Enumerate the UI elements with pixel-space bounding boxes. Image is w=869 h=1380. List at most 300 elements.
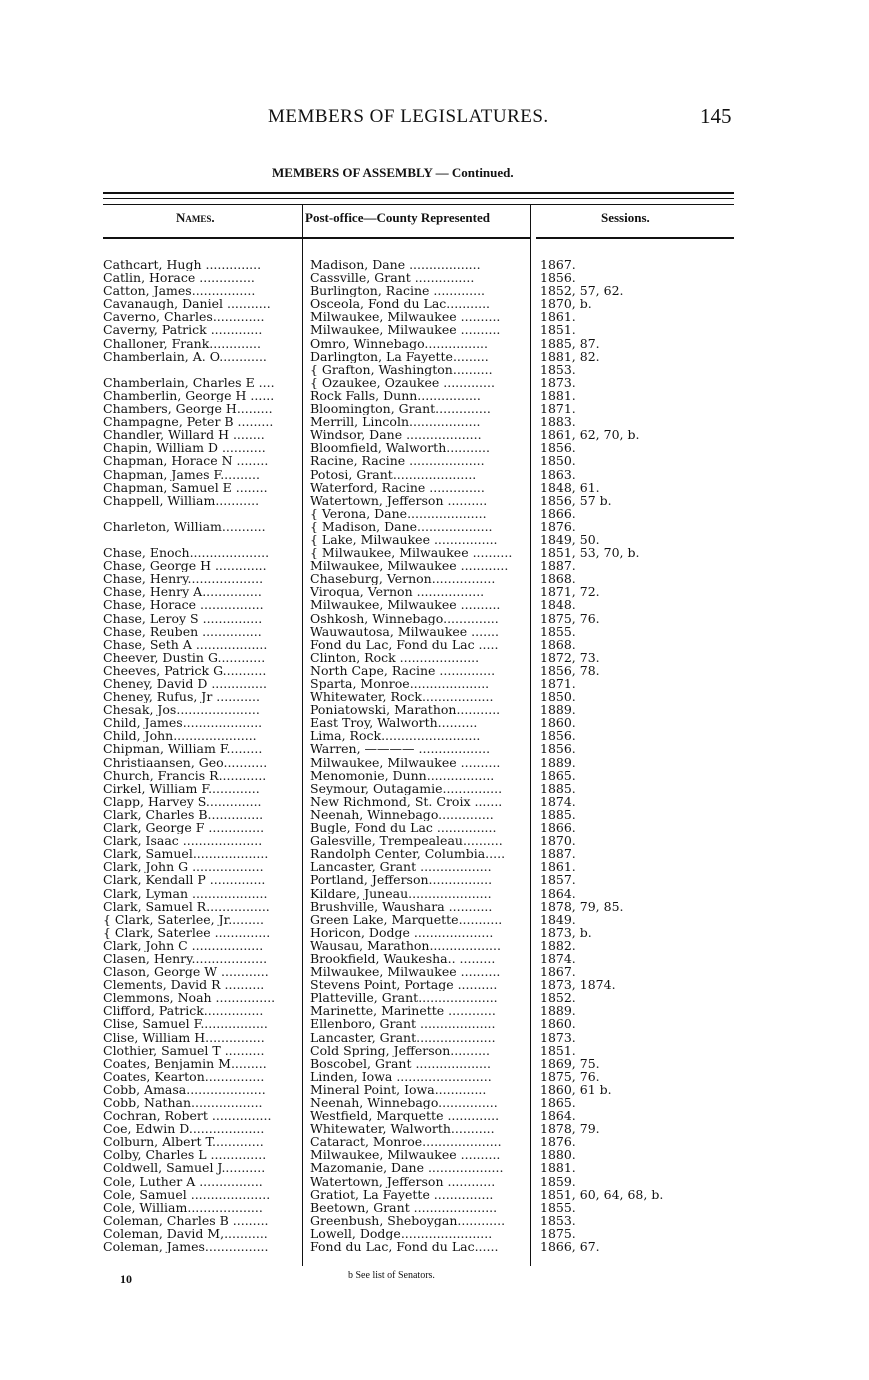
sessions: 1889. — [540, 703, 576, 717]
table-row — [0, 1161, 869, 1174]
table-row — [0, 520, 869, 533]
member-name: Clark, Samuel R................ — [103, 899, 270, 913]
table-row — [0, 1057, 869, 1070]
post-office-county: Waterford, Racine .............. — [310, 480, 485, 494]
sessions: 1870. — [540, 834, 576, 848]
post-office-county: Beetown, Grant ..................... — [310, 1200, 498, 1214]
section-heading: MEMBERS OF ASSEMBLY — Continued. — [272, 165, 514, 180]
post-office-county: Wauwautosa, Milwaukee ....... — [310, 624, 499, 638]
sessions: 1873. — [540, 375, 576, 389]
table-row — [0, 795, 869, 808]
table-row — [0, 978, 869, 991]
member-name: Clark, Charles B.............. — [103, 807, 264, 822]
table-row — [0, 860, 869, 873]
table-row — [0, 441, 869, 454]
column-header-names: Names. — [176, 210, 215, 225]
member-name: Chase, George H ............. — [103, 559, 267, 573]
sessions: 1882. — [540, 938, 576, 952]
signature-mark: 10 — [120, 1272, 132, 1286]
table-row — [0, 900, 869, 913]
member-name: Chappell, William........... — [103, 493, 260, 507]
post-office-county: Brushville, Waushara ........... — [310, 899, 493, 913]
sessions: 1848, 61. — [540, 480, 600, 494]
post-office-county: Neenah, Winnebago............... — [310, 1096, 498, 1110]
sessions: 1874. — [540, 951, 576, 966]
table-row — [0, 533, 869, 546]
sessions: 1850. — [540, 454, 576, 468]
member-name: Cathcart, Hugh .............. — [103, 258, 262, 272]
running-title: MEMBERS OF LEGISLATURES. — [268, 106, 549, 127]
member-name: Charleton, William........... — [103, 519, 266, 533]
post-office-county: Milwaukee, Milwaukee .......... — [310, 598, 501, 612]
post-office-county: { Lake, Milwaukee ................ — [310, 532, 498, 547]
member-name: Coleman, David M,........... — [103, 1226, 268, 1241]
table-row — [0, 703, 869, 716]
sessions: 1871. — [540, 402, 576, 416]
member-name: Chapman, Horace N ........ — [103, 454, 269, 468]
sessions: 1867. — [540, 965, 576, 979]
table-row — [0, 1175, 869, 1188]
member-name: Clark, Isaac .................... — [103, 834, 263, 848]
member-name: Cheney, Rufus, Jr ........... — [103, 690, 260, 704]
sessions: 1851, 60, 64, 68, b. — [540, 1187, 664, 1201]
table-row — [0, 323, 869, 336]
sessions: 1864. — [540, 886, 576, 900]
table-row — [0, 507, 869, 520]
post-office-county: Milwaukee, Milwaukee .......... — [310, 310, 501, 324]
table-row — [0, 1214, 869, 1227]
member-name: Clise, William H............... — [103, 1030, 265, 1044]
post-office-county: Ellenboro, Grant ................... — [310, 1017, 496, 1031]
member-name: Cobb, Amasa.................... — [103, 1082, 266, 1096]
member-name: Cavanaugh, Daniel ........... — [103, 297, 271, 311]
member-name: Coleman, James................ — [103, 1240, 269, 1254]
member-name: Chamberlin, George H ...... — [103, 388, 275, 403]
table-row — [0, 769, 869, 782]
post-office-county: Madison, Dane .................. — [310, 258, 481, 272]
post-office-county: Randolph Center, Columbia..... — [310, 847, 506, 861]
post-office-county: Racine, Racine ................... — [310, 454, 485, 468]
sessions: 1871. — [540, 677, 576, 691]
table-row — [0, 297, 869, 310]
table-row — [0, 625, 869, 638]
post-office-county: Burlington, Racine ............. — [310, 284, 486, 298]
table-row — [0, 258, 869, 271]
sessions: 1865. — [540, 1096, 576, 1110]
post-office-county: Lancaster, Grant.................... — [310, 1030, 496, 1044]
column-header-post-office: Post-office—County Represented — [305, 210, 490, 225]
member-name: Chase, Reuben ............... — [103, 624, 262, 638]
post-office-county: Bloomfield, Walworth........... — [310, 441, 490, 455]
member-name: Coates, Kearton............... — [103, 1069, 265, 1083]
table-row — [0, 572, 869, 585]
table-row — [0, 468, 869, 481]
post-office-county: Marinette, Marinette ............ — [310, 1004, 496, 1018]
table-row — [0, 494, 869, 507]
member-name: Caverno, Charles............. — [103, 310, 265, 324]
member-name: Clothier, Samuel T .......... — [103, 1043, 265, 1057]
table-row — [0, 310, 869, 323]
member-name: { Clark, Saterlee, Jr......... — [103, 912, 264, 926]
member-name: Chase, Seth A .................. — [103, 637, 268, 651]
post-office-county: Fond du Lac, Fond du Lac ..... — [310, 637, 499, 651]
member-name: Child, James.................... — [103, 716, 263, 730]
sessions: 1852, 57, 62. — [540, 284, 624, 298]
sessions: 1856. — [540, 729, 576, 743]
table-row — [0, 1031, 869, 1044]
post-office-county: Stevens Point, Portage .......... — [310, 978, 498, 992]
member-name: Clapp, Harvey S.............. — [103, 794, 262, 808]
page-number: 145 — [700, 104, 732, 128]
table-row — [0, 454, 869, 467]
member-name: Champagne, Peter B ......... — [103, 415, 274, 429]
member-name: { Clark, Saterlee .............. — [103, 925, 271, 939]
sessions: 1861. — [540, 860, 576, 874]
table-row — [0, 271, 869, 284]
post-office-county: Cassville, Grant ............... — [310, 271, 475, 285]
header-underline — [536, 237, 734, 239]
table-row — [0, 742, 869, 755]
sessions: 1867. — [540, 258, 576, 272]
post-office-county: Milwaukee, Milwaukee ............ — [310, 559, 509, 573]
sessions: 1880. — [540, 1148, 576, 1162]
post-office-county: Bugle, Fond du Lac ............... — [310, 821, 497, 835]
sessions: 1856, 78. — [540, 663, 600, 677]
post-office-county: Clinton, Rock .................... — [310, 650, 480, 664]
table-row — [0, 598, 869, 611]
post-office-county: Darlington, La Fayette......... — [310, 349, 489, 363]
post-office-county: Lowell, Dodge....................... — [310, 1226, 493, 1241]
top-rule — [103, 192, 734, 194]
post-office-county: Fond du Lac, Fond du Lac...... — [310, 1240, 499, 1254]
post-office-county: Osceola, Fond du Lac........... — [310, 297, 491, 311]
sessions: 1866, 67. — [540, 1240, 600, 1254]
member-name: Challoner, Frank............. — [103, 336, 261, 350]
sessions: 1881. — [540, 1161, 576, 1175]
table-row — [0, 821, 869, 834]
member-name: Coates, Benjamin M......... — [103, 1056, 267, 1070]
post-office-county: Menomonie, Dunn................. — [310, 768, 495, 782]
member-name: Christiaansen, Geo........... — [103, 755, 268, 769]
sessions: 1889. — [540, 755, 576, 769]
table-row — [0, 782, 869, 795]
sessions: 1873, b. — [540, 925, 592, 939]
post-office-county: { Madison, Dane................... — [310, 519, 493, 533]
sessions: 1856, 57 b. — [540, 493, 612, 507]
table-row — [0, 1017, 869, 1030]
table-row — [0, 716, 869, 729]
table-row — [0, 1227, 869, 1240]
member-name: Catlin, Horace .............. — [103, 271, 255, 285]
member-name: Cole, William................... — [103, 1200, 263, 1214]
member-name: Child, John..................... — [103, 729, 257, 743]
sessions: 1851, 53, 70, b. — [540, 546, 640, 560]
sessions: 1881. — [540, 388, 576, 403]
post-office-county: { Ozaukee, Ozaukee ............. — [310, 375, 495, 389]
table-row — [0, 481, 869, 494]
table-row — [0, 847, 869, 860]
member-name: Clason, George W ............ — [103, 965, 269, 979]
table-row — [0, 756, 869, 769]
sessions: 1860. — [540, 1017, 576, 1031]
table-row — [0, 887, 869, 900]
post-office-county: Kildare, Juneau..................... — [310, 886, 492, 900]
sessions: 1855. — [540, 624, 576, 638]
sessions: 1870, b. — [540, 297, 592, 311]
post-office-county: Mazomanie, Dane ................... — [310, 1161, 504, 1175]
post-office-county: Whitewater, Walworth........... — [310, 1122, 495, 1136]
header-rule — [103, 204, 734, 205]
post-office-county: Milwaukee, Milwaukee .......... — [310, 1148, 501, 1162]
column-header-sessions: Sessions. — [601, 210, 650, 225]
sessions: 1866. — [540, 821, 576, 835]
table-row — [0, 284, 869, 297]
post-office-county: Galesville, Trempealeau.......... — [310, 834, 503, 848]
sessions: 1868. — [540, 572, 576, 586]
member-name: Clark, George F .............. — [103, 821, 265, 835]
member-name: Coldwell, Samuel J........... — [103, 1161, 266, 1175]
post-office-county: Green Lake, Marquette........... — [310, 912, 503, 926]
sessions: 1860. — [540, 716, 576, 730]
post-office-county: Watertown, Jefferson ............ — [310, 1174, 496, 1188]
post-office-county: Mineral Point, Iowa............. — [310, 1082, 487, 1096]
sessions: 1878, 79. — [540, 1122, 600, 1136]
member-name: Colby, Charles L .............. — [103, 1148, 267, 1162]
post-office-county: New Richmond, St. Croix ....... — [310, 794, 503, 808]
sessions: 1874. — [540, 794, 576, 808]
sessions: 1856. — [540, 271, 576, 285]
sessions: 1849. — [540, 912, 576, 926]
sessions: 1868. — [540, 637, 576, 651]
member-name: Chase, Enoch.................... — [103, 546, 270, 560]
table-row — [0, 1201, 869, 1214]
member-name: Cheeves, Patrick G........... — [103, 663, 267, 677]
sessions: 1855. — [540, 1200, 576, 1214]
table-row — [0, 1109, 869, 1122]
post-office-county: Gratiot, La Fayette ............... — [310, 1187, 494, 1201]
post-office-county: Lima, Rock......................... — [310, 729, 481, 743]
sessions: 1861, 62, 70, b. — [540, 428, 640, 442]
sessions: 1852. — [540, 991, 576, 1005]
table-row — [0, 376, 869, 389]
post-office-county: Lancaster, Grant .................. — [310, 860, 492, 874]
post-office-county: North Cape, Racine .............. — [310, 663, 496, 677]
sessions: 1875, 76. — [540, 1069, 600, 1083]
table-row — [0, 991, 869, 1004]
table-row — [0, 638, 869, 651]
member-name: Cobb, Nathan.................. — [103, 1096, 263, 1110]
member-name: Cole, Samuel .................... — [103, 1187, 271, 1201]
member-name: Cochran, Robert ............... — [103, 1109, 272, 1123]
post-office-county: Milwaukee, Milwaukee .......... — [310, 965, 501, 979]
post-office-county: Boscobel, Grant ................... — [310, 1056, 491, 1070]
member-name: Clasen, Henry................... — [103, 951, 268, 966]
member-name: Chase, Henry................... — [103, 572, 264, 586]
sessions: 1873. — [540, 1030, 576, 1044]
sessions: 1861. — [540, 310, 576, 324]
table-row — [0, 651, 869, 664]
member-name: Clise, Samuel F................. — [103, 1017, 268, 1031]
post-office-county: Viroqua, Vernon ................. — [310, 585, 485, 599]
header-underline — [103, 237, 302, 239]
post-office-county: Greenbush, Sheboygan............ — [310, 1213, 506, 1227]
member-name: Clifford, Patrick............... — [103, 1004, 264, 1018]
member-name: Coleman, Charles B ......... — [103, 1213, 269, 1227]
table-row — [0, 873, 869, 886]
sessions: 1850. — [540, 690, 576, 704]
post-office-county: Horicon, Dodge .................... — [310, 925, 494, 939]
member-name: Coe, Edwin D................... — [103, 1122, 265, 1136]
member-name: Church, Francis R............ — [103, 768, 267, 782]
sessions: 1859. — [540, 1174, 576, 1188]
member-name: Catton, James................ — [103, 284, 256, 298]
member-name: Chase, Henry A............... — [103, 585, 262, 599]
sessions: 1881, 82. — [540, 349, 600, 363]
sessions: 1865. — [540, 768, 576, 782]
sessions: 1885. — [540, 807, 576, 822]
table-row — [0, 1096, 869, 1109]
post-office-county: Oshkosh, Winnebago.............. — [310, 611, 499, 625]
member-name: Caverny, Patrick ............. — [103, 323, 263, 337]
sessions: 1887. — [540, 559, 576, 573]
sessions: 1876. — [540, 1135, 576, 1149]
sessions: 1871, 72. — [540, 585, 600, 599]
sessions: 1849, 50. — [540, 532, 600, 547]
table-row — [0, 415, 869, 428]
member-name: Chapman, Samuel E ........ — [103, 480, 268, 494]
footnote: b See list of Senators. — [348, 1270, 435, 1281]
table-row — [0, 1135, 869, 1148]
sessions: 1883. — [540, 415, 576, 429]
post-office-county: Merrill, Lincoln.................. — [310, 415, 481, 429]
table-row — [0, 690, 869, 703]
table-row — [0, 952, 869, 965]
sessions: 1863. — [540, 467, 576, 481]
table-row — [0, 926, 869, 939]
table-row — [0, 559, 869, 572]
table-row — [0, 1044, 869, 1057]
member-name: Clark, Samuel................... — [103, 847, 269, 861]
post-office-county: Whitewater, Rock.................. — [310, 690, 494, 704]
post-office-county: Milwaukee, Milwaukee .......... — [310, 755, 501, 769]
post-office-county: Milwaukee, Milwaukee .......... — [310, 323, 501, 337]
post-office-county: Bloomington, Grant.............. — [310, 402, 491, 416]
member-name: Chambers, George H......... — [103, 402, 273, 416]
post-office-county: Rock Falls, Dunn................ — [310, 388, 481, 403]
post-office-county: Poniatowski, Marathon........... — [310, 703, 501, 717]
member-name: Chapman, James F.......... — [103, 467, 260, 481]
sessions: 1885, 87. — [540, 336, 600, 350]
post-office-county: Neenah, Winnebago.............. — [310, 807, 494, 822]
member-name: Chapin, William D ........... — [103, 441, 266, 455]
table-row — [0, 585, 869, 598]
table-row — [0, 337, 869, 350]
sessions: 1857. — [540, 873, 576, 887]
member-name: Clark, Lyman ................... — [103, 886, 268, 900]
post-office-county: Linden, Iowa ........................ — [310, 1069, 492, 1083]
members-table-body — [0, 258, 869, 1253]
table-row — [0, 1070, 869, 1083]
table-row — [0, 389, 869, 402]
sessions: 1851. — [540, 1043, 576, 1057]
sessions: 1864. — [540, 1109, 576, 1123]
post-office-county: Cataract, Monroe.................... — [310, 1135, 502, 1149]
table-row — [0, 402, 869, 415]
post-office-county: Brookfield, Waukesha.. ......... — [310, 951, 496, 966]
member-name: Cirkel, William F............. — [103, 781, 260, 795]
sessions: 1856. — [540, 742, 576, 756]
member-name: Clark, John C .................. — [103, 938, 264, 952]
table-row — [0, 939, 869, 952]
sessions: 1860, 61 b. — [540, 1082, 612, 1096]
post-office-county: Westfield, Marquette ............. — [310, 1109, 500, 1123]
table-row — [0, 677, 869, 690]
post-office-county: { Verona, Dane.................... — [310, 506, 487, 520]
table-row — [0, 1083, 869, 1096]
member-name: Chipman, William F......... — [103, 742, 263, 756]
post-office-county: Sparta, Monroe.................... — [310, 677, 490, 691]
sessions: 1889. — [540, 1004, 576, 1018]
post-office-county: Cold Spring, Jefferson.......... — [310, 1043, 490, 1057]
table-row — [0, 350, 869, 363]
member-name: Cheever, Dustin G............ — [103, 650, 266, 664]
member-name: Cheney, David D .............. — [103, 677, 267, 691]
post-office-county: Platteville, Grant.................... — [310, 991, 498, 1005]
sessions: 1848. — [540, 598, 576, 612]
member-name: Clemmons, Noah ............... — [103, 991, 276, 1005]
table-row — [0, 808, 869, 821]
sessions: 1887. — [540, 847, 576, 861]
post-office-county: Chaseburg, Vernon................ — [310, 572, 496, 586]
post-office-county: { Milwaukee, Milwaukee .......... — [310, 546, 513, 560]
post-office-county: Wausau, Marathon.................. — [310, 938, 501, 952]
sessions: 1885. — [540, 781, 576, 795]
sessions: 1873, 1874. — [540, 978, 616, 992]
table-row — [0, 612, 869, 625]
member-name: Cole, Luther A ................ — [103, 1174, 263, 1188]
header-underline — [302, 237, 530, 239]
table-row — [0, 1240, 869, 1253]
post-office-county: Warren, ———— .................. — [310, 742, 491, 756]
member-name: Chamberlain, Charles E .... — [103, 375, 275, 389]
post-office-county: { Grafton, Washington.......... — [310, 362, 493, 376]
sessions: 1869, 75. — [540, 1056, 600, 1070]
sessions: 1856. — [540, 441, 576, 455]
top-rule-thin — [103, 198, 734, 199]
table-row — [0, 1148, 869, 1161]
member-name: Chase, Horace ................ — [103, 598, 264, 612]
sessions: 1872, 73. — [540, 650, 600, 664]
post-office-county: Potosi, Grant..................... — [310, 467, 477, 481]
post-office-county: Seymour, Outagamie............... — [310, 781, 503, 795]
post-office-county: East Troy, Walworth.......... — [310, 716, 478, 730]
table-row — [0, 965, 869, 978]
member-name: Clark, John G .................. — [103, 860, 264, 874]
table-row — [0, 1004, 869, 1017]
table-row — [0, 729, 869, 742]
table-row — [0, 546, 869, 559]
table-row — [0, 1122, 869, 1135]
sessions: 1853. — [540, 362, 576, 376]
sessions: 1876. — [540, 519, 576, 533]
member-name: Chamberlain, A. O............ — [103, 349, 267, 363]
table-row — [0, 664, 869, 677]
sessions: 1878, 79, 85. — [540, 899, 624, 913]
sessions: 1875, 76. — [540, 611, 600, 625]
table-row — [0, 1188, 869, 1201]
table-row — [0, 363, 869, 376]
table-row — [0, 913, 869, 926]
